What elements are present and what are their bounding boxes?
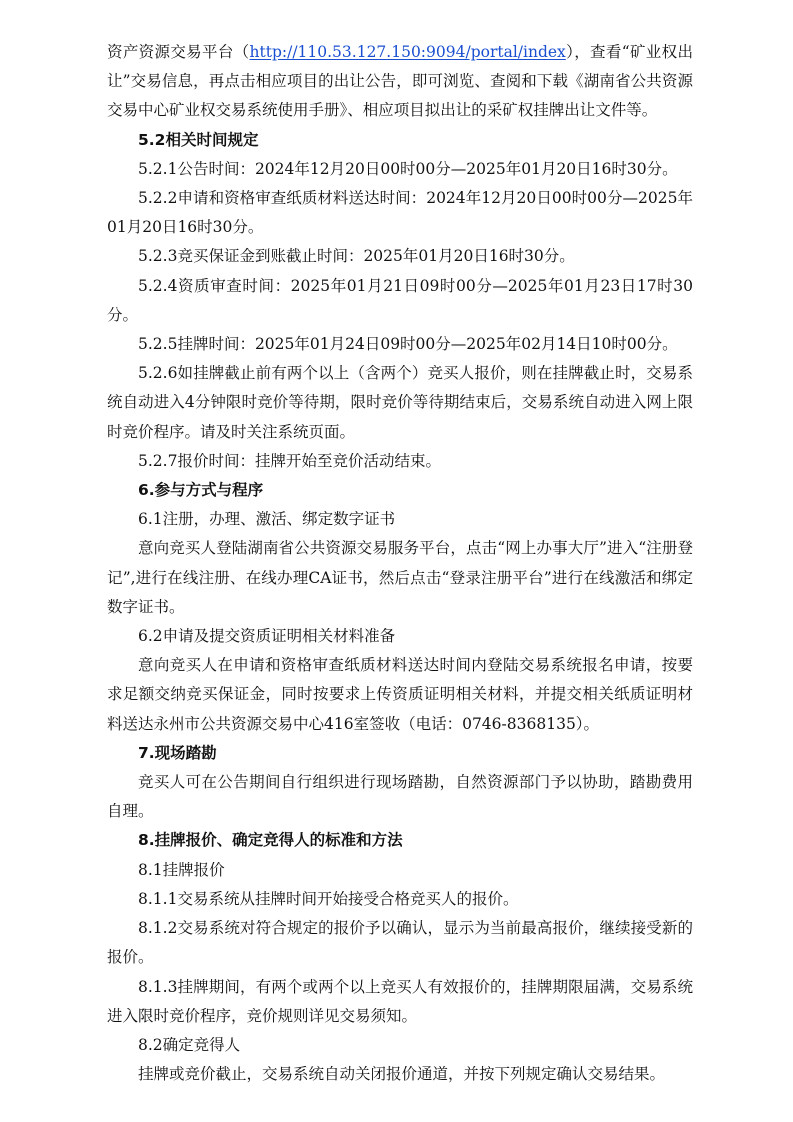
paragraph: 6.2申请及提交资质证明相关材料准备 (138, 627, 396, 646)
section-heading: 7.现场踏勘 (138, 743, 217, 762)
section-heading: 6.参与方式与程序 (138, 481, 264, 500)
paragraph: 5.2.7报价时间：挂牌开始至竞价活动结束。 (138, 451, 441, 470)
paragraph: 8.2确定竞得人 (138, 1035, 241, 1054)
document-page (107, 38, 693, 1089)
intro-text-post: ），查看“矿业权出让”交易信息，再点击相应项目的出让公告，即可浏览、查阅和下载《湖南省公共资源交易中心矿业权交易系统使用手册》、相应项目拟出让的采矿权挂牌出让文件等。 (107, 43, 693, 120)
paragraph: 竞买人可在公告期间自行组织进行现场踏勘，自然资源部门予以协助，踏勘费用自理。 (107, 773, 693, 821)
portal-link[interactable]: http://110.53.127.150:9094/portal/index (249, 43, 566, 61)
section-heading: 5.2相关时间规定 (138, 130, 259, 149)
paragraph: 意向竞买人在申请和资格审查纸质材料送达时间内登陆交易系统报名申请，按要求足额交纳竞买保证金，同时按要求上传资质证明相关材料，并提交相关纸质证明材料送达永州市公共资源交易中心416室签收（电话：0746-8368135）。 (107, 656, 693, 733)
paragraph: 6.1注册，办理、激活、绑定数字证书 (138, 510, 396, 529)
paragraph: 8.1.2交易系统对符合规定的报价予以确认，显示为当前最高报价，继续接受新的报价。 (107, 919, 693, 967)
section-heading: 8.挂牌报价、确定竞得人的标准和方法 (138, 831, 403, 850)
paragraph: 5.2.5挂牌时间：2025年01月24日09时00分—2025年02月14日10时00分。 (138, 335, 678, 354)
intro-paragraph (107, 38, 693, 126)
paragraph: 8.1.3挂牌期间，有两个或两个以上竞买人有效报价的，挂牌期限届满，交易系统进入限时竞价程序，竞价规则详见交易须知。 (107, 977, 693, 1025)
paragraph: 挂牌或竞价截止，交易系统自动关闭报价通道，并按下列规定确认交易结果。 (138, 1065, 666, 1084)
paragraph: 8.1挂牌报价 (138, 860, 225, 879)
paragraph: 意向竞买人登陆湖南省公共资源交易服务平台，点击“网上办事大厅”进入“注册登记”,进行在线注册、在线办理CA证书，然后点击“登录注册平台”进行在线激活和绑定数字证书。 (107, 539, 693, 616)
paragraph: 5.2.1公告时间：2024年12月20日00时00分—2025年01月20日16时30分。 (138, 159, 678, 178)
paragraph: 5.2.3竞买保证金到账截止时间：2025年01月20日16时30分。 (138, 247, 575, 266)
paragraph: 8.1.1交易系统从挂牌时间开始接受合格竞买人的报价。 (138, 889, 519, 908)
paragraph: 5.2.6如挂牌截止前有两个以上（含两个）竞买人报价，则在挂牌截止时，交易系统自动进入4分钟限时竞价等待期，限时竞价等待期结束后，交易系统自动进入网上限时竞价程序。请及时关注系统页面。 (107, 364, 693, 441)
intro-text-pre: 资产资源交易平台（ (107, 43, 250, 61)
paragraph: 5.2.4资质审查时间：2025年01月21日09时00分—2025年01月23日17时30分。 (107, 276, 693, 324)
paragraph: 5.2.2申请和资格审查纸质材料送达时间：2024年12月20日00时00分—2025年01月20日16时30分。 (107, 189, 693, 237)
